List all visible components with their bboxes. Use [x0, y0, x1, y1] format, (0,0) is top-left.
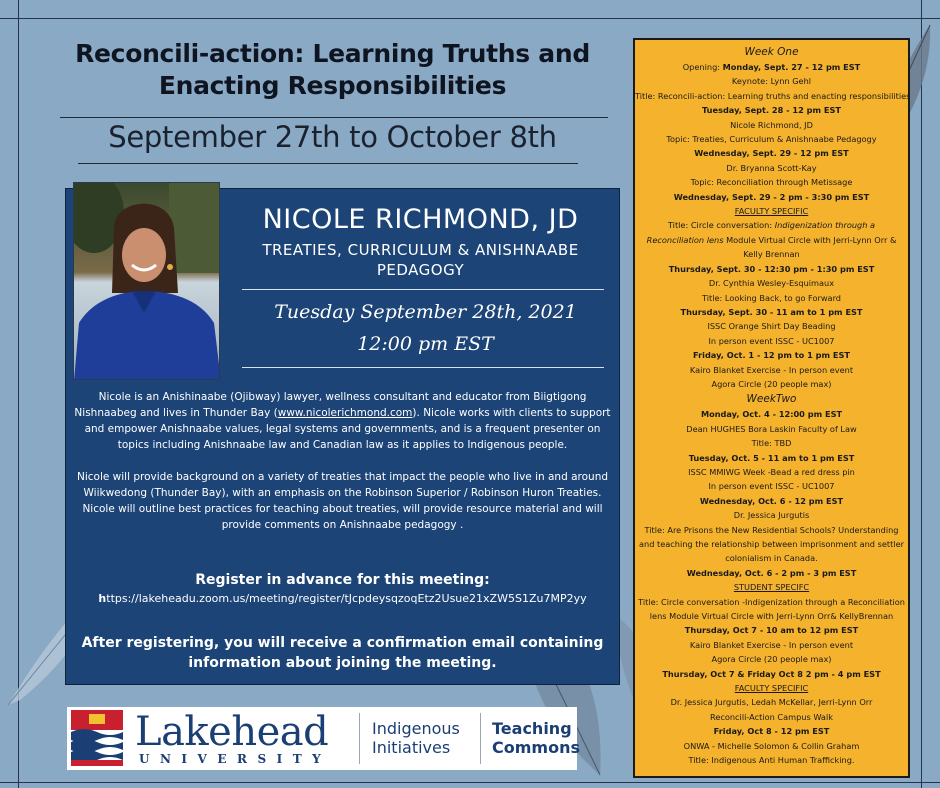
schedule-week-heading: Week One	[744, 46, 799, 58]
schedule-line: Wednesday, Sept. 29 - 12 pm EST	[694, 148, 849, 159]
schedule-line: Dean HUGHES Bora Laskin Faculty of Law	[686, 423, 857, 434]
session-divider-bottom	[242, 367, 604, 368]
schedule-line: Nicole Richmond, JD	[730, 119, 813, 130]
schedule-line: Title: Looking Back, to go Forward	[702, 292, 841, 303]
title-divider	[60, 117, 608, 118]
university-wordmark: Lakehead	[135, 709, 329, 755]
schedule-line: ISSC MMIWG Week -Bead a red dress pin	[688, 466, 855, 477]
schedule-line: Agora Circle (20 people max)	[711, 378, 832, 389]
schedule-line: Wednesday, Oct. 6 - 12 pm EST	[699, 495, 844, 506]
indigenous-initiatives-label: Indigenous Initiatives	[372, 719, 460, 757]
schedule-line: Kairo Blanket Exercise - In person event	[689, 639, 854, 650]
schedule-line: Wednesday, Sept. 29 - 2 pm - 3:30 pm EST	[673, 191, 870, 202]
logo-divider	[480, 713, 481, 764]
registration-note: After registering, you will receive a confirmation email containing information about joining the meeting.	[81, 635, 604, 671]
schedule-line: Kairo Blanket Exercise - In person event	[689, 364, 854, 375]
schedule-line: FACULTY SPECIFIC	[734, 683, 809, 694]
lakehead-logo-bar	[67, 707, 580, 770]
schedule-line: Keynote: Lynn Gehl	[731, 76, 812, 87]
schedule-list	[635, 44, 911, 768]
schedule-line: Friday, Oct 8 - 12 pm EST	[713, 726, 830, 737]
schedule-line: Title: Reconcili-action: Learning truths and enacting responsibilities	[635, 90, 911, 101]
session-datetime: Tuesday September 28th, 2021 12:00 pm EST	[274, 301, 577, 355]
schedule-line: Thursday, Sept. 30 - 11 am to 1 pm EST	[680, 306, 863, 317]
schedule-line: Agora Circle (20 people max)	[711, 654, 832, 665]
schedule-line: Title: Indigenous Anti Human Trafficking.	[688, 755, 855, 766]
schedule-line: Dr. Bryanna Scott-Kay	[726, 162, 817, 173]
schedule-line: ONWA - Michelle Solomon & Collin Graham	[683, 740, 860, 751]
schedule-line: Thursday, Oct 7 & Friday Oct 8 2 pm - 4 pm EST	[662, 668, 881, 679]
speaker-name: NICOLE RICHMOND, JD	[262, 204, 579, 235]
event-title: Reconcili-action: Learning Truths and Enacting Responsibilities	[75, 39, 590, 100]
schedule-line: In person event ISSC - UC1007	[708, 335, 835, 346]
schedule-line: Dr. Cynthia Wesley-Esquimaux	[708, 278, 835, 289]
schedule-line: STUDENT SPECIFC	[733, 582, 810, 593]
schedule-panel	[633, 38, 910, 778]
schedule-line: Friday, Oct. 1 - 12 pm to 1 pm EST	[693, 350, 850, 361]
dates-divider	[78, 163, 578, 164]
schedule-week-heading: WeekTwo	[746, 393, 797, 406]
schedule-line: Thursday, Oct 7 - 10 am to 12 pm EST	[684, 625, 859, 636]
schedule-line: FACULTY SPECIFIC	[734, 206, 809, 217]
logo-divider	[359, 713, 360, 764]
speaker-photo	[73, 182, 220, 380]
schedule-line: Monday, Oct. 4 - 12:00 pm EST	[700, 409, 843, 420]
schedule-line: Topic: Treaties, Curriculum & Anishnaabe Pedagogy	[666, 134, 877, 145]
event-dates: September 27th to October 8th	[108, 120, 557, 154]
schedule-line: Wednesday, Oct. 6 - 2 pm - 3 pm EST	[686, 567, 857, 578]
frame-line-top	[0, 18, 940, 19]
register-heading: Register in advance for this meeting:	[195, 572, 490, 588]
schedule-line: Tuesday, Sept. 28 - 12 pm EST	[702, 105, 841, 116]
speaker-website-link[interactable]: www.nicolerichmond.com	[277, 407, 413, 419]
schedule-line: Title: TBD	[751, 438, 792, 449]
schedule-line: ISSC Orange Shirt Day Beading	[707, 321, 836, 332]
schedule-line: Title: Circle conversation: Indigenization through a Reconciliation lens Module Virtual Circle with Jerri-Lynn Orr & Kelly Brennan	[646, 220, 897, 260]
registration-link[interactable]: https://lakeheadu.zoom.us/meeting/register/tJcpdeysqzoqEtz2Usue21xZW5S1Zu7MP2yy	[98, 592, 587, 605]
schedule-line: Title: Are Prisons the New Residential Schools? Understanding and teaching the relationship between imprisonment and settler colonialism in Canada.	[639, 524, 904, 564]
schedule-line: Thursday, Sept. 30 - 12:30 pm - 1:30 pm EST	[668, 263, 875, 274]
schedule-line: Dr. Jessica Jurgutis	[733, 510, 810, 521]
university-subtitle: UNIVERSITY	[139, 752, 332, 766]
speaker-bio	[65, 389, 620, 549]
schedule-line: Reconcili-Action Campus Walk	[710, 711, 833, 722]
schedule-line: Title: Circle conversation -Indigenization through a Reconciliation lens Module Virtual Circle with Jerri-Lynn Orr& KellyBrennan	[638, 596, 905, 622]
bio-paragraph: Nicole will provide background on a variety of treaties that impact the people who live in and around Wiikwedong (Thunder Bay), with an emphasis on the Robinson Superior / Robinson Huron Treaties. Nicole will outline best practices for teaching about treaties, will provide resource material and will provide comments on Anishnaabe pedagogy .	[76, 471, 609, 531]
schedule-line: Topic: Reconciliation through Metissage	[690, 177, 853, 188]
frame-line-bottom	[0, 782, 940, 783]
schedule-line: Opening: Monday, Sept. 27 - 12 pm EST	[682, 62, 861, 72]
bio-paragraph: Nicole is an Anishinaabe (Ojibway) lawyer, wellness consultant and educator from Biigtigong Nishnaabeg and lives in Thunder Bay (www.nicolerichmond.com). Nicole works with clients to support and empower Anishnaabe values, legal systems and governments, and is a frequent presenter on topics including Anishnaabe law and Canadian law as it applies to Indigenous people.	[74, 391, 611, 451]
schedule-line: Tuesday, Oct. 5 - 11 am to 1 pm EST	[688, 452, 855, 463]
schedule-line: Dr. Jessica Jurgutis, Ledah McKellar, Jerri-Lynn Orr	[670, 697, 873, 708]
speaker-subtitle: TREATIES, CURRICULUM & ANISHNAABE PEDAGOGY	[262, 241, 579, 279]
lakehead-crest-icon	[71, 710, 123, 766]
session-divider-top	[242, 289, 604, 290]
teaching-commons-label: Teaching Commons	[492, 719, 580, 757]
schedule-line: In person event ISSC - UC1007	[708, 481, 835, 492]
